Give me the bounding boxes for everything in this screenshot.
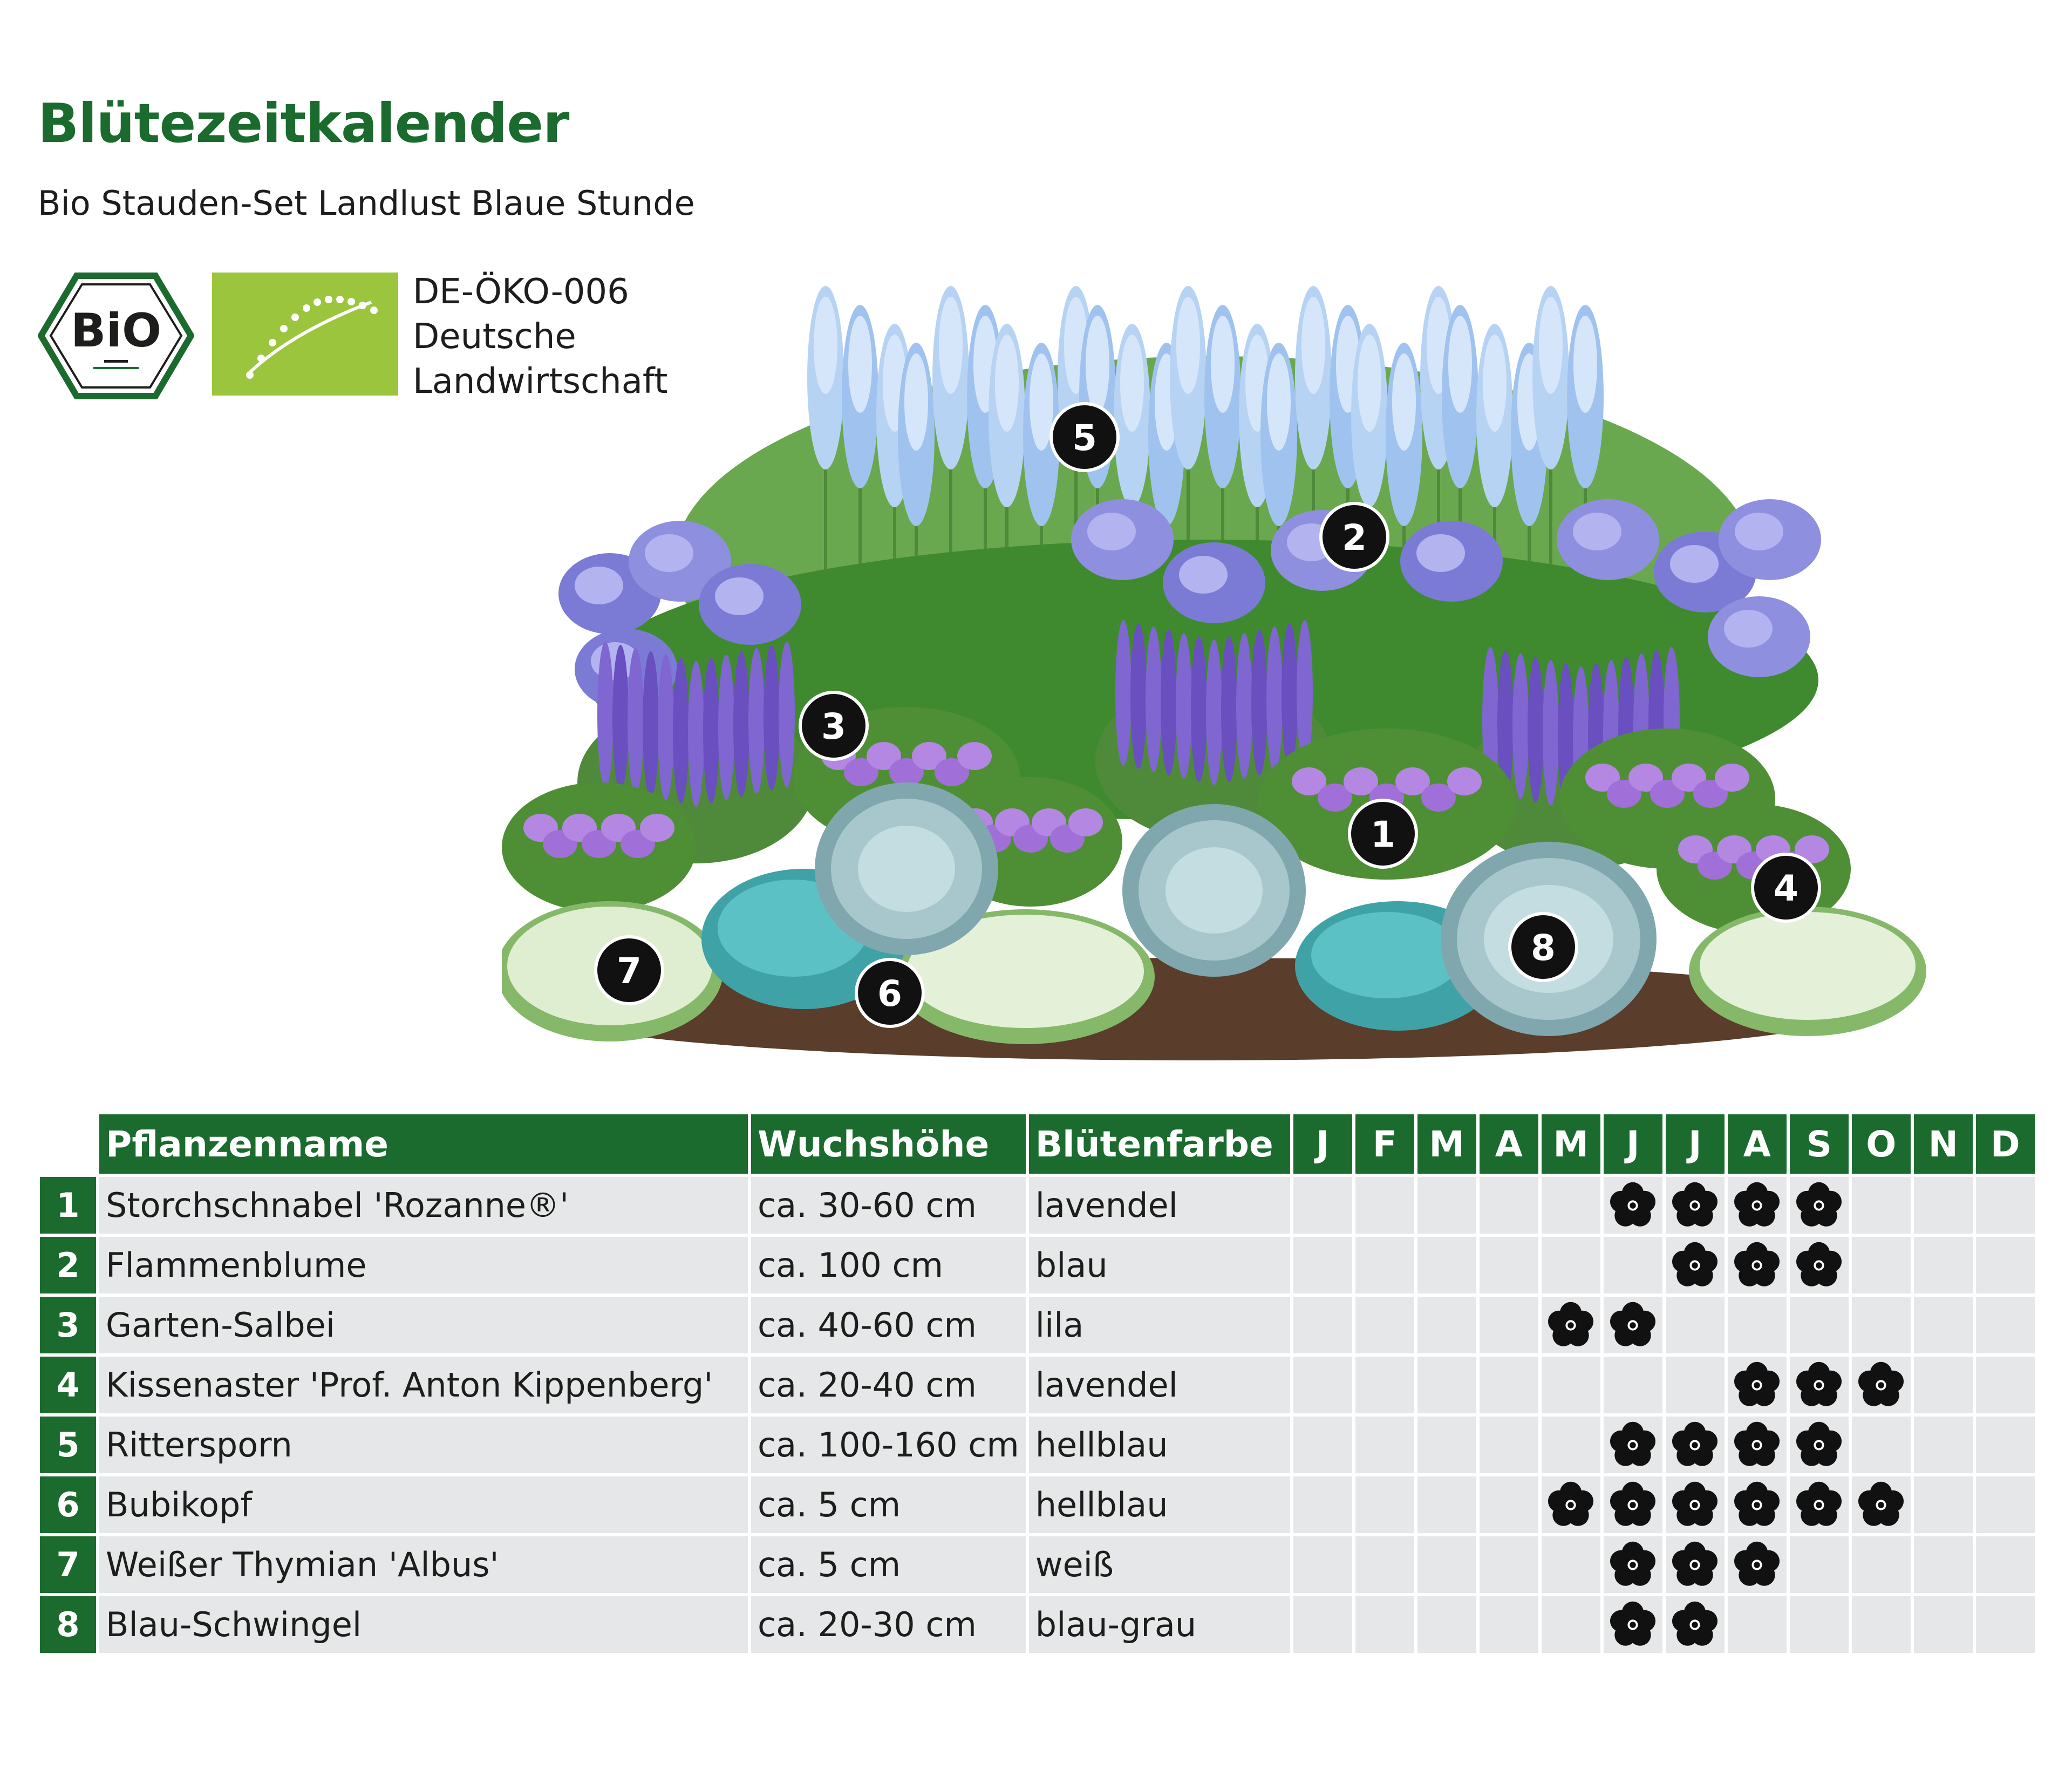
month-cell	[1355, 1297, 1414, 1357]
plant-name-cell: Storchschnabel 'Rozanne®'	[99, 1177, 748, 1237]
month-cell	[1542, 1596, 1600, 1656]
eu-organic-leaf-icon	[212, 273, 398, 396]
month-cell	[1480, 1417, 1538, 1476]
month-cell	[1604, 1417, 1662, 1476]
row-number: 3	[40, 1297, 96, 1357]
plant-marker-label: 4	[1774, 868, 1798, 909]
month-cell	[1417, 1357, 1476, 1417]
month-cell	[1480, 1357, 1538, 1417]
month-cell	[1355, 1237, 1414, 1297]
month-cell	[1666, 1536, 1725, 1596]
flower-icon	[1669, 1419, 1721, 1471]
page-title: Blütezeitkalender	[38, 92, 569, 155]
header-month-aug: A	[1728, 1114, 1787, 1177]
plant-marker-label: 6	[877, 973, 902, 1015]
cert-line-code: DE-ÖKO-006	[413, 272, 629, 312]
month-cell	[1355, 1596, 1414, 1656]
header-month-nov: N	[1914, 1114, 1973, 1177]
month-cell	[1790, 1177, 1849, 1237]
plant-name-cell: Bubikopf	[99, 1476, 748, 1536]
plant-marker-label: 7	[617, 950, 642, 992]
month-cell	[1293, 1177, 1352, 1237]
growth-height-cell: ca. 40-60 cm	[751, 1297, 1026, 1357]
plant-marker-6	[856, 959, 923, 1026]
header-month-may: M	[1542, 1114, 1600, 1177]
month-cell	[1728, 1237, 1787, 1297]
flower-icon	[1731, 1479, 1783, 1531]
cert-line-agriculture: Landwirtschaft	[413, 362, 668, 401]
month-cell	[1914, 1536, 1973, 1596]
month-cell	[1852, 1237, 1911, 1297]
month-cell	[1604, 1237, 1662, 1297]
month-cell	[1417, 1237, 1476, 1297]
month-cell	[1914, 1357, 1973, 1417]
flower-icon	[1793, 1240, 1845, 1291]
plant-marker-label: 3	[821, 706, 846, 747]
row-number: 5	[40, 1417, 96, 1476]
month-cell	[1355, 1476, 1414, 1536]
month-cell	[1666, 1476, 1725, 1536]
flower-icon	[1731, 1180, 1783, 1231]
flower-icon	[1669, 1240, 1721, 1291]
flower-icon	[1731, 1359, 1783, 1411]
month-cell	[1355, 1177, 1414, 1237]
month-cell	[1976, 1476, 2035, 1536]
flower-icon	[1669, 1599, 1721, 1651]
flower-icon	[1607, 1180, 1659, 1231]
month-cell	[1914, 1596, 1973, 1656]
month-cell	[1666, 1177, 1725, 1237]
header-blank	[40, 1114, 96, 1177]
flower-icon	[1793, 1419, 1845, 1471]
row-number: 6	[40, 1476, 96, 1536]
plant-marker-label: 8	[1531, 927, 1556, 969]
month-cell	[1293, 1417, 1352, 1476]
header-month-dec: D	[1976, 1114, 2035, 1177]
row-number: 1	[40, 1177, 96, 1237]
plant-name-cell: Flammenblume	[99, 1237, 748, 1297]
month-cell	[1790, 1596, 1849, 1656]
header-month-mar: M	[1417, 1114, 1476, 1177]
page-subtitle: Bio Stauden-Set Landlust Blaue Stunde	[38, 183, 695, 223]
flower-icon	[1793, 1479, 1845, 1531]
header-month-oct: O	[1852, 1114, 1911, 1177]
month-cell	[1728, 1297, 1787, 1357]
plant-marker-7	[596, 937, 663, 1004]
plant-name-cell: Kissenaster 'Prof. Anton Kippenberg'	[99, 1357, 748, 1417]
plant-name-cell: Rittersporn	[99, 1417, 748, 1476]
growth-height-cell: ca. 100-160 cm	[751, 1417, 1026, 1476]
month-cell	[1604, 1536, 1662, 1596]
month-cell	[1604, 1297, 1662, 1357]
month-cell	[1666, 1237, 1725, 1297]
month-cell	[1480, 1177, 1538, 1237]
month-cell	[1976, 1237, 2035, 1297]
month-cell	[1976, 1357, 2035, 1417]
header-month-jun: J	[1604, 1114, 1662, 1177]
month-cell	[1852, 1417, 1911, 1476]
month-cell	[1852, 1357, 1911, 1417]
table-row	[40, 1536, 2035, 1596]
month-cell	[1293, 1237, 1352, 1297]
bloom-color-cell: hellblau	[1029, 1476, 1290, 1536]
flower-icon	[1731, 1240, 1783, 1291]
header-month-jan: J	[1293, 1114, 1352, 1177]
month-cell	[1728, 1476, 1787, 1536]
month-cell	[1666, 1297, 1725, 1357]
header-month-jul: J	[1666, 1114, 1725, 1177]
month-cell	[1914, 1297, 1973, 1357]
table-row	[40, 1476, 2035, 1536]
table-row	[40, 1596, 2035, 1656]
bio-seal-text: BiO	[70, 304, 162, 358]
row-number: 7	[40, 1536, 96, 1596]
header-month-sep: S	[1790, 1114, 1849, 1177]
month-cell	[1293, 1536, 1352, 1596]
growth-height-cell: ca. 5 cm	[751, 1476, 1026, 1536]
month-cell	[1480, 1476, 1538, 1536]
plant-name-cell: Weißer Thymian 'Albus'	[99, 1536, 748, 1596]
month-cell	[1417, 1536, 1476, 1596]
month-cell	[1790, 1237, 1849, 1297]
header-month-feb: F	[1355, 1114, 1414, 1177]
garden-bed-illustration	[502, 259, 1926, 1079]
month-cell	[1480, 1237, 1538, 1297]
month-cell	[1666, 1357, 1725, 1417]
flower-icon	[1793, 1180, 1845, 1231]
bio-seal-icon	[38, 273, 194, 399]
flower-icon	[1793, 1359, 1845, 1411]
month-cell	[1790, 1297, 1849, 1357]
bloom-color-cell: hellblau	[1029, 1417, 1290, 1476]
header-month-apr: A	[1480, 1114, 1538, 1177]
cert-line-country: Deutsche	[413, 317, 576, 357]
growth-height-cell: ca. 30-60 cm	[751, 1177, 1026, 1237]
table-header-row	[40, 1114, 2035, 1177]
month-cell	[1976, 1596, 2035, 1656]
growth-height-cell: ca. 20-40 cm	[751, 1357, 1026, 1417]
growth-height-cell: ca. 5 cm	[751, 1536, 1026, 1596]
month-cell	[1852, 1177, 1911, 1237]
month-cell	[1417, 1177, 1476, 1237]
month-cell	[1417, 1596, 1476, 1656]
bloom-color-cell: lila	[1029, 1297, 1290, 1357]
month-cell	[1355, 1357, 1414, 1417]
bloom-color-cell: blau	[1029, 1237, 1290, 1297]
flower-icon	[1669, 1539, 1721, 1591]
table-row	[40, 1237, 2035, 1297]
header-growth-height: Wuchshöhe	[751, 1114, 1026, 1177]
month-cell	[1852, 1297, 1911, 1357]
flower-icon	[1545, 1479, 1597, 1531]
flower-icon	[1607, 1599, 1659, 1651]
plant-marker-5	[1051, 404, 1118, 471]
bloom-color-cell: blau-grau	[1029, 1596, 1290, 1656]
month-cell	[1604, 1596, 1662, 1656]
month-cell	[1728, 1357, 1787, 1417]
month-cell	[1293, 1476, 1352, 1536]
month-cell	[1293, 1297, 1352, 1357]
month-cell	[1728, 1536, 1787, 1596]
plant-marker-4	[1753, 854, 1819, 921]
table-row	[40, 1417, 2035, 1476]
plant-marker-label: 1	[1371, 814, 1395, 855]
plant-marker-8	[1510, 914, 1577, 981]
flower-icon	[1855, 1479, 1907, 1531]
month-cell	[1293, 1596, 1352, 1656]
row-number: 4	[40, 1357, 96, 1417]
row-number: 8	[40, 1596, 96, 1656]
month-cell	[1976, 1177, 2035, 1237]
month-cell	[1728, 1596, 1787, 1656]
month-cell	[1852, 1476, 1911, 1536]
plant-marker-2	[1321, 503, 1388, 570]
header-bloom-color: Blütenfarbe	[1029, 1114, 1290, 1177]
month-cell	[1852, 1536, 1911, 1596]
flower-icon	[1669, 1479, 1721, 1531]
plant-marker-1	[1349, 800, 1416, 867]
month-cell	[1604, 1357, 1662, 1417]
flower-icon	[1607, 1539, 1659, 1591]
flower-icon	[1607, 1419, 1659, 1471]
table-row	[40, 1177, 2035, 1237]
month-cell	[1914, 1476, 1973, 1536]
header-plant-name: Pflanzenname	[99, 1114, 748, 1177]
table-row	[40, 1357, 2035, 1417]
growth-height-cell: ca. 100 cm	[751, 1237, 1026, 1297]
month-cell	[1604, 1177, 1662, 1237]
flower-icon	[1731, 1419, 1783, 1471]
flower-icon	[1669, 1180, 1721, 1231]
month-cell	[1790, 1536, 1849, 1596]
bloom-color-cell: lavendel	[1029, 1357, 1290, 1417]
month-cell	[1914, 1417, 1973, 1476]
month-cell	[1790, 1417, 1849, 1476]
month-cell	[1728, 1177, 1787, 1237]
month-cell	[1852, 1596, 1911, 1656]
month-cell	[1480, 1536, 1538, 1596]
month-cell	[1666, 1596, 1725, 1656]
bloom-color-cell: weiß	[1029, 1536, 1290, 1596]
month-cell	[1790, 1357, 1849, 1417]
month-cell	[1417, 1297, 1476, 1357]
month-cell	[1542, 1476, 1600, 1536]
flower-icon	[1731, 1539, 1783, 1591]
month-cell	[1542, 1177, 1600, 1237]
flower-icon	[1545, 1299, 1597, 1351]
month-cell	[1666, 1417, 1725, 1476]
month-cell	[1542, 1357, 1600, 1417]
month-cell	[1728, 1417, 1787, 1476]
plant-marker-label: 2	[1342, 517, 1367, 559]
month-cell	[1604, 1476, 1662, 1536]
month-cell	[1542, 1297, 1600, 1357]
month-cell	[1417, 1417, 1476, 1476]
flower-icon	[1607, 1479, 1659, 1531]
plant-name-cell: Garten-Salbei	[99, 1297, 748, 1357]
month-cell	[1914, 1237, 1973, 1297]
month-cell	[1355, 1417, 1414, 1476]
month-cell	[1480, 1596, 1538, 1656]
month-cell	[1417, 1476, 1476, 1536]
month-cell	[1355, 1536, 1414, 1596]
flower-icon	[1607, 1299, 1659, 1351]
month-cell	[1542, 1536, 1600, 1596]
plant-name-cell: Blau-Schwingel	[99, 1596, 748, 1656]
row-number: 2	[40, 1237, 96, 1297]
month-cell	[1976, 1297, 2035, 1357]
growth-height-cell: ca. 20-30 cm	[751, 1596, 1026, 1656]
bloom-calendar-table	[37, 1114, 2038, 1656]
flower-icon	[1855, 1359, 1907, 1411]
month-cell	[1542, 1417, 1600, 1476]
plant-marker-3	[800, 692, 867, 759]
month-cell	[1293, 1357, 1352, 1417]
month-cell	[1480, 1297, 1538, 1357]
month-cell	[1790, 1476, 1849, 1536]
month-cell	[1976, 1417, 2035, 1476]
bloom-color-cell: lavendel	[1029, 1177, 1290, 1237]
plant-marker-label: 5	[1072, 417, 1097, 459]
month-cell	[1542, 1237, 1600, 1297]
month-cell	[1976, 1536, 2035, 1596]
month-cell	[1914, 1177, 1973, 1237]
table-row	[40, 1297, 2035, 1357]
